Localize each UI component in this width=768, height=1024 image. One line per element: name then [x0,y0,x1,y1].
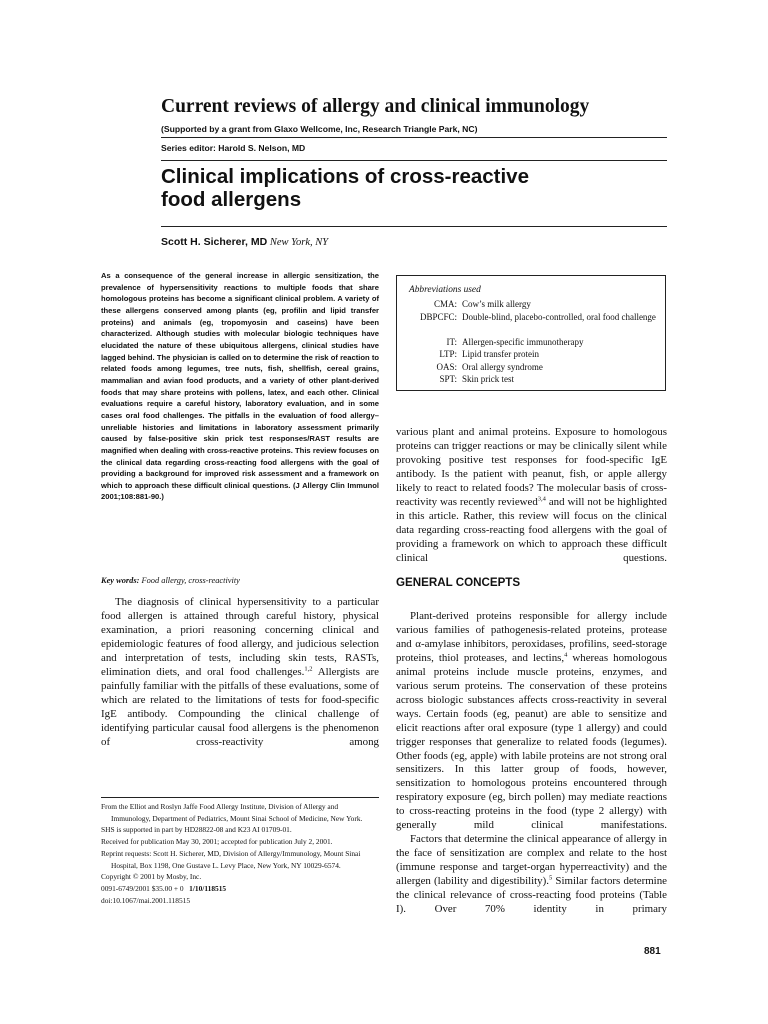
keywords-label: Key words: [101,576,140,585]
keywords [101,576,379,585]
right-text-3b: Similar factors determine the clinical relevance of cross-reacting food proteins (Table I). Over 70% identity in primary [396,875,667,916]
right-text-3a: Factors that determine the clinical appearance of allergy in the face of sensitization are complex and relate to the host (immune response and target-organ hyperreactivity) and the allergen (lability and digestibility). [396,833,667,888]
footnote-reprints: Reprint requests: Scott H. Sicherer, MD, Division of Allergy/Immunology, Mount Sinai Hospital, Box 1198, One Gustave L. Levy Place, New York, NY 10029-6574. [101,848,361,870]
citation-3-4: 3,4 [537,495,546,503]
abbreviation-value: Double-blind, placebo-controlled, oral food challenge [462,312,656,322]
footnotes [101,797,379,906]
abbreviation-key: IT: [446,337,457,347]
series-editor: Series editor: Harold S. Nelson, MD [161,143,306,153]
issn-code: 1/10/118515 [189,883,227,893]
right-paragraph-3 [396,833,667,917]
abbreviation-value: Oral allergy syndrome [462,362,543,372]
title-rule [161,226,667,227]
abbreviation-key: DBPCFC: [419,312,457,322]
article-title-line-2: food allergens [161,188,302,211]
footnote-issn [101,883,379,895]
abbreviations-box [396,275,666,391]
issn-text: 0091-6749/2001 $35.00 + 0 [101,883,184,893]
header-rule-top [161,137,667,138]
grant-note: (Supported by a grant from Glaxo Wellcome, Inc, Research Triangle Park, NC) [161,124,478,134]
article-title [161,165,529,211]
general-concepts-body [396,610,667,917]
journal-title: Current reviews of allergy and clinical immunology [161,96,590,117]
right-text-2a: Plant-derived proteins responsible for allergy include various families of pathogenesis-related proteins, protease and α-amylase inhibitors, peroxidases, profilins, seed-storage proteins, thiol proteases, and lectins, [396,610,667,664]
intro-text: The diagnosis of clinical hypersensitivity to a particular food allergen is attained through careful history, physical examination, a priori reasoning concerning clinical and epidemiologic features of food allergy, and judicious selection and interpretation of tests, including skin tests, RASTs, elimination diets, and oral food challenges. [101,596,379,678]
intro-text-cont: Allergists are painfully familiar with the pitfalls of these evaluations, some of which are related to the limitations of tests for food-specific IgE antibody. Compounding the clinical challenge of identifying particular causal food allergens is the phenomenon of cross-reactivity among [101,665,379,748]
right-paragraph-2 [396,610,667,833]
footnote-support: SHS is supported in part by HD28822-08 and K23 AI 01709-01. [101,825,292,835]
citation-1-2: 1,2 [304,665,313,673]
abbreviation-key: LTP: [439,349,457,359]
header-rule-middle [161,160,667,161]
right-text-1a: various plant and animal proteins. Exposure to homologous proteins can trigger reactions or may be clinically silent while provoking positive test responses for food-specific IgE antibody. Is the patient with peanut, fish, or apple allergy likely to react to related foods? The molecular basis of cross-reactivity was recently reviewed [396,426,667,508]
abbreviation-value: Cow’s milk allergy [462,299,531,309]
abbreviation-value: Lipid transfer protein [462,349,539,359]
abbreviation-key: OAS: [436,362,457,372]
abstract: As a consequence of the general increase in allergic sensitization, the prevalence of hypersensitivity reactions to multiple foods that share homologous proteins has become a significant clinical problem. A variety of these allergens conserved among plants (eg, profilin and lipid transfer proteins) and animals (eg, tropomyosin and caseins) have been characterized. Although studies with molecular biologic techniques have elucidated the nature of these ubiquitous allergens, clinical studies have lagged behind. The physician is called on to determine the risk of reaction to related foods among legumes, tree nuts, fish, shellfish, cereal grains, mammalian and avian food products, and a variety of other plant-derived foods that may share proteins with pollens, latex, and each other. Clinical evaluations require a careful history, laboratory evaluation, and in some cases oral food challenges. The pitfalls in the evaluation of food allergy–unreliable histories and limitations in laboratory assessment primarily caused by false-positive skin prick test responses/RAST results are magnified when dealing with cross-reactive proteins. This review focuses on the clinical data regarding cross-reacting food allergens with the goal of providing a background for improved risk assessment and a framework on which to approach these difficult clinical questions. (J Allergy Clin Immunol 2001;108:881-90.) [101,271,379,502]
author-line [161,236,328,248]
keywords-value: Food allergy, cross-reactivity [141,576,240,585]
footnote-received: Received for publication May 30, 2001; accepted for publication July 2, 2001. [101,837,333,847]
right-paragraph-1 [396,426,667,566]
abbreviation-value: Allergen-specific immunotherapy [462,337,584,347]
abbreviation-key: SPT: [439,374,457,384]
section-heading-general-concepts: GENERAL CONCEPTS [396,576,521,589]
right-text-2b: whereas homologous animal proteins include muscle proteins, enzymes, and various serum proteins. The conservation of these proteins across biologic substances affects cross-reactivity in several ways. Certain foods (eg, peanut) are able to sensitize and elicit reactions after oral exposure (type 1 allergy) and could trigger responses that generalize to related foods (legumes). Other foods (eg, apple) with labile proteins are not strong oral sensitizers. In this latter group of foods, however, sensitization to homologous proteins encountered through respiratory exposure (eg, birch pollen) may mediate reactions to cross-reacting proteins in the food (type 2 allergy) with generally mild clinical manifestations. [396,651,667,832]
abbreviation-value: Skin prick test [462,374,514,384]
author-location: New York, NY [269,237,329,248]
intro-column [101,596,379,749]
footnote-copyright: Copyright © 2001 by Mosby, Inc. [101,872,202,882]
citation-4: 4 [564,651,568,659]
abbreviations-title: Abbreviations used [409,285,481,295]
article-title-line-1: Clinical implications of cross-reactive [161,165,529,188]
footnote-doi: doi:10.1067/mai.2001.118515 [101,895,191,905]
author-name: Scott H. Sicherer, MD [161,236,268,248]
citation-5: 5 [548,874,553,882]
abbreviation-key: CMA: [433,299,457,309]
right-text-1b: and will not be highlighted in this article. Rather, this review will focus on the clinical data regarding cross-reacting food allergens with the goal of providing a framework on which to approach these difficult clinical questions. [396,495,667,564]
intro-paragraph [101,596,379,749]
page-number: 881 [644,946,661,957]
right-column-intro [396,426,667,566]
footnote-affiliation: From the Elliot and Roslyn Jaffe Food Allergy Institute, Division of Allergy and Immunology, Department of Pediatrics, Mount Sinai School of Medicine, New York. [101,802,363,823]
